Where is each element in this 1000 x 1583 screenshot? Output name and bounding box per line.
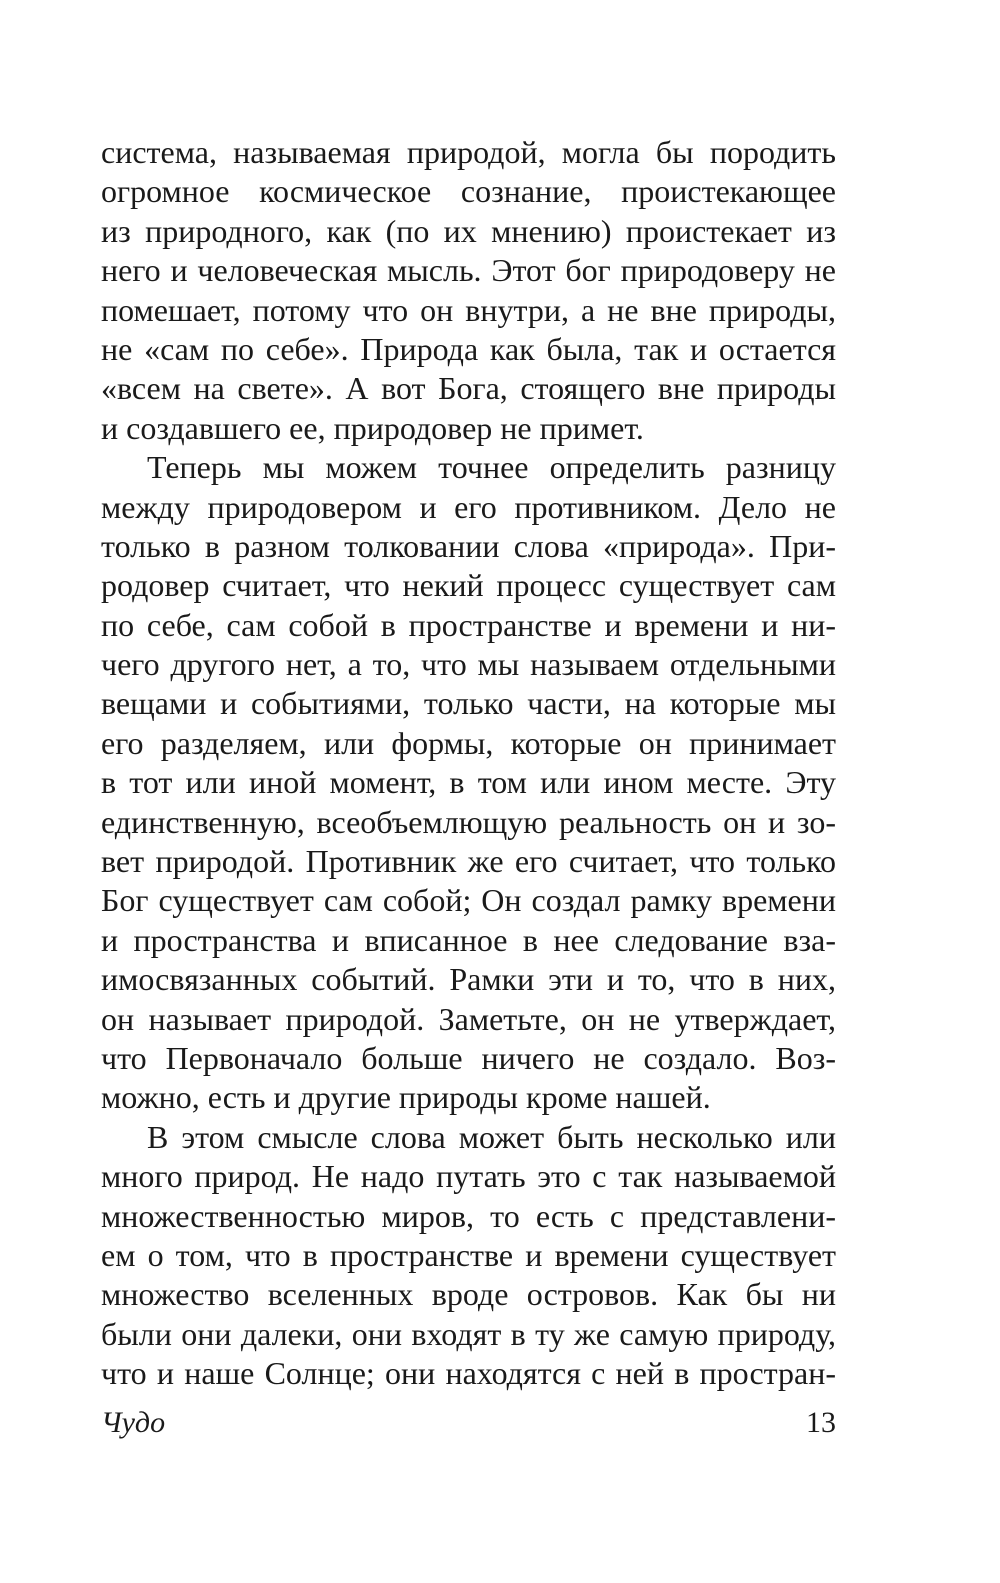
paragraph: [101, 448, 836, 1118]
page-footer: [101, 1403, 836, 1443]
text-line: имосвязанных событий. Рамки эти и то, что в них,: [101, 961, 836, 998]
text-line: из природного, как (по их мнению) проистекает из: [101, 212, 836, 249]
running-title: Чудо: [101, 1406, 166, 1439]
text-line: были они далеки, они входят в ту же самую природу,: [101, 1315, 836, 1352]
text-line: множественностью миров, то есть с представлени-: [101, 1197, 836, 1234]
text-line: огромное космическое сознание, проистекающее: [101, 173, 836, 210]
text-line: вещами и событиями, только части, на которые мы: [101, 685, 836, 722]
text-line: «всем на свете». А вот Бога, стоящего вне природы: [101, 370, 836, 407]
text-line: и пространства и вписанное в нее следование вза-: [101, 921, 836, 958]
paragraph: [101, 1118, 836, 1394]
text-line: он называет природой. Заметьте, он не утверждает,: [101, 1000, 836, 1037]
text-line: что и наше Солнце; они находятся с ней в простран-: [101, 1355, 836, 1392]
text-line: Теперь мы можем точнее определить разницу: [147, 449, 836, 486]
text-line: В этом смысле слова может быть несколько или: [147, 1118, 836, 1155]
text-line: родовер считает, что некий процесс существует сам: [101, 567, 836, 604]
text-line: много природ. Не надо путать это с так называемой: [101, 1158, 836, 1195]
text-line: его разделяем, или формы, которые он принимает: [101, 724, 836, 761]
paragraph: [101, 133, 836, 448]
page-number: 13: [806, 1406, 836, 1439]
text-line: по себе, сам собой в пространстве и времени и ни-: [101, 606, 836, 643]
text-line: чего другого нет, а то, что мы называем отдельными: [101, 646, 836, 683]
text-line: не «сам по себе». Природа как была, так и остается: [101, 330, 836, 367]
text-line: только в разном толковании слова «природа». При-: [101, 527, 836, 564]
text-line: и создавшего ее, природовер не примет.: [101, 409, 644, 446]
text-line: между природовером и его противником. Дело не: [101, 488, 836, 525]
text-line: помешает, потому что он внутри, а не вне природы,: [101, 291, 836, 328]
text-line: можно, есть и другие природы кроме нашей.: [101, 1079, 711, 1116]
text-line: система, называемая природой, могла бы породить: [101, 134, 836, 170]
text-line: ем о том, что в пространстве и времени существует: [101, 1236, 836, 1273]
text-line: единственную, всеобъемлющую реальность он и зо-: [101, 803, 836, 840]
text-line: в тот или иной момент, в том или ином месте. Эту: [101, 764, 836, 801]
text-line: множество вселенных вроде островов. Как бы ни: [101, 1276, 836, 1313]
text-line: него и человеческая мысль. Этот бог природоверу не: [101, 252, 836, 289]
text-line: вет природой. Противник же его считает, что только: [101, 843, 836, 880]
text-line: Бог существует сам собой; Он создал рамку времени: [101, 882, 836, 919]
body-text: [101, 133, 836, 1394]
text-line: что Первоначало больше ничего не создало. Воз-: [101, 1039, 836, 1076]
